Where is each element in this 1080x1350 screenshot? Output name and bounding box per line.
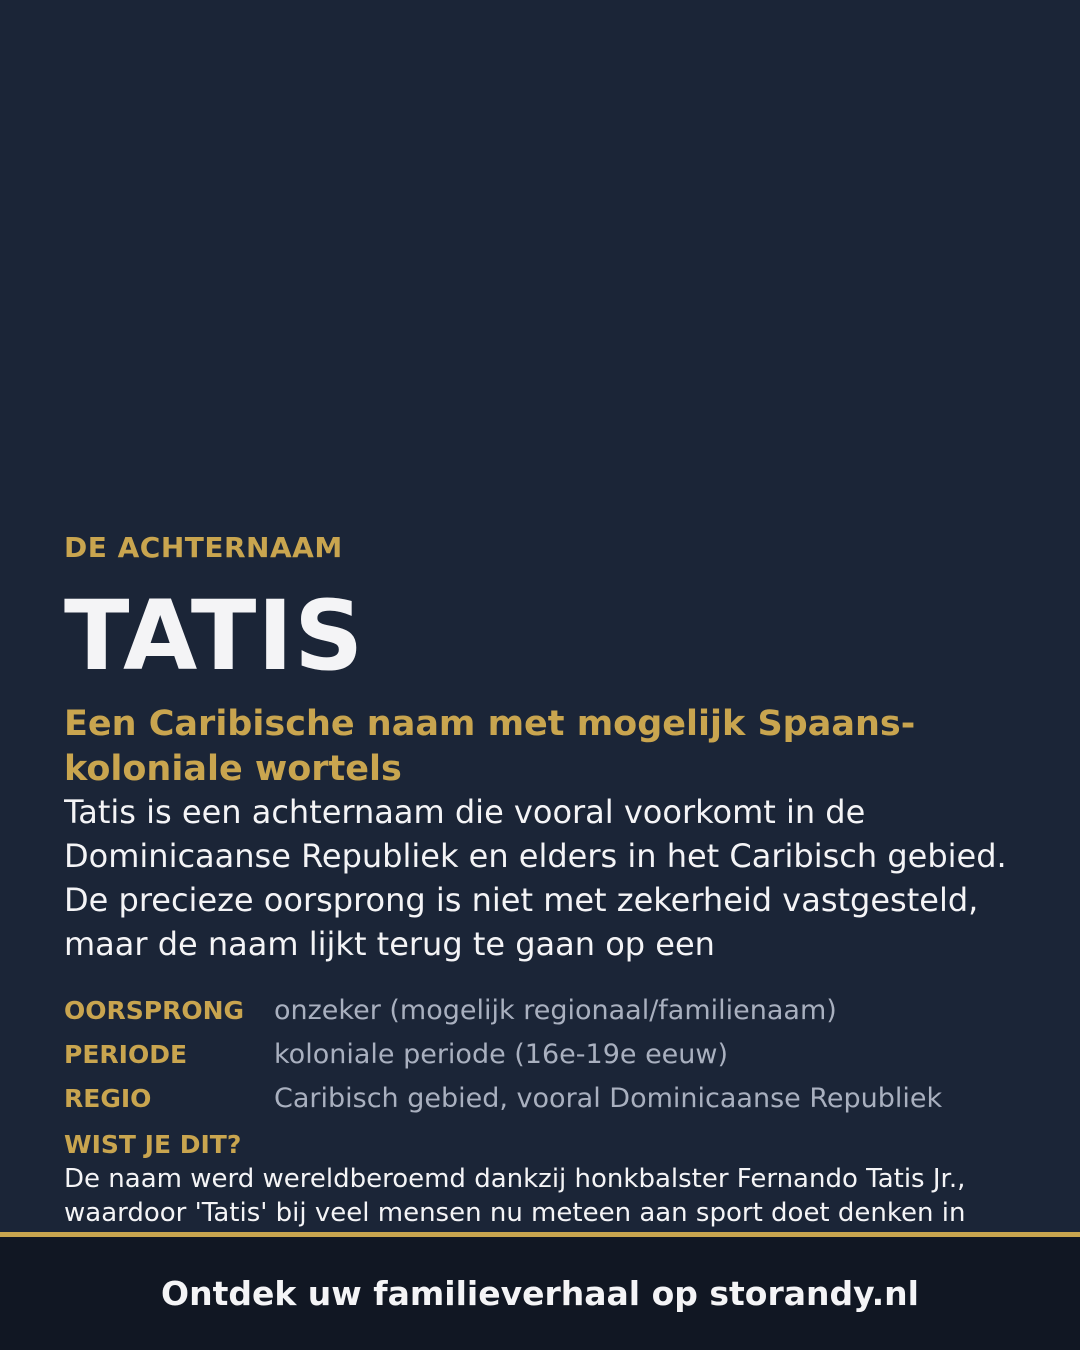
surname-title: TATIS: [64, 580, 365, 692]
trivia-text: De naam werd wereldberoemd dankzij honkbalster Fernando Tatis Jr., waardoor 'Tatis' bij veel mensen nu meteen aan sport doet denken in: [64, 1164, 966, 1228]
fact-row-origin: [64, 988, 1024, 1032]
fact-label-region: REGIO: [64, 1083, 152, 1113]
intro-paragraph: Tatis is een achternaam die vooral voorkomt in de Dominicaanse Republiek en elders in het Caribisch gebied. De precieze oorsprong is niet met zekerheid vastgesteld, maar de naam lijkt terug te gaan op een: [64, 793, 1007, 963]
fact-row-period: [64, 1032, 1024, 1076]
fact-value-period: koloniale periode (16e-19e eeuw): [274, 1038, 729, 1070]
surname-subtitle: Een Caribische naam met mogelijk Spaans-koloniale wortels: [64, 704, 916, 789]
fact-value-origin: onzeker (mogelijk regionaal/familienaam): [274, 994, 837, 1026]
footer-bar: [0, 1237, 1080, 1350]
surname-content: [64, 530, 1024, 1264]
fact-label-origin: OORSPRONG: [64, 995, 245, 1025]
facts-list: [64, 988, 1024, 1120]
fact-value-region: Caribisch gebied, vooral Dominicaanse Republiek: [274, 1082, 943, 1114]
fact-row-region: [64, 1076, 1024, 1120]
trivia-heading: WIST JE DIT?: [64, 1130, 242, 1159]
footer-cta-link[interactable]: Ontdek uw familieverhaal op storandy.nl: [161, 1274, 919, 1313]
eyebrow-label: DE ACHTERNAAM: [64, 531, 343, 564]
fact-label-period: PERIODE: [64, 1039, 188, 1069]
